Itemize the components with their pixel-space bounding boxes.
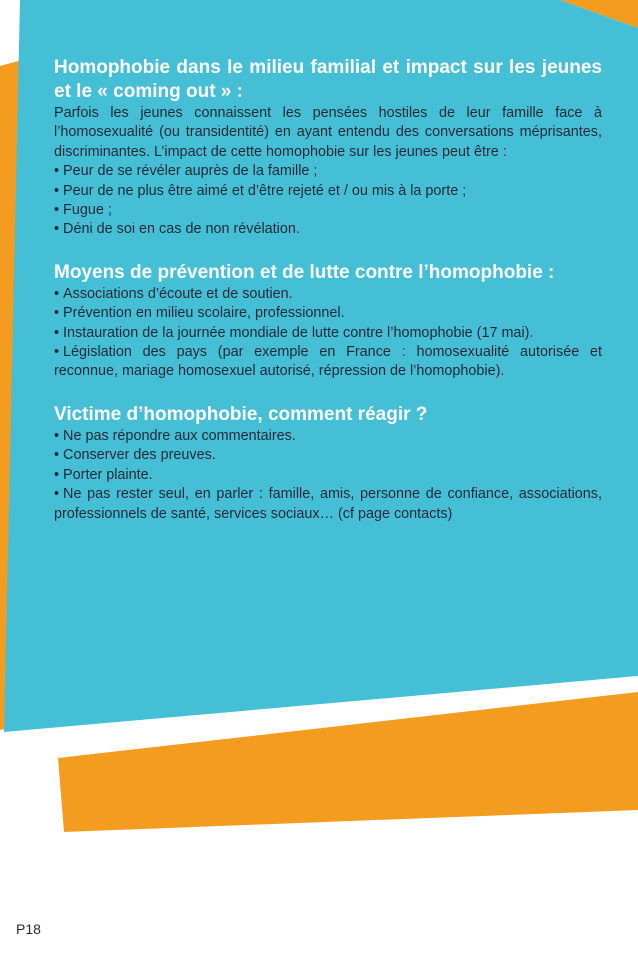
list-item	[54, 446, 602, 465]
list-item-text: Peur de se révéler auprès de la famille ;	[63, 163, 318, 180]
list-item-text: Porter plainte.	[63, 466, 153, 483]
bullet-icon: •	[54, 305, 60, 322]
list-item-text: Conserver des preuves.	[63, 447, 216, 464]
list-item-text: Déni de soi en cas de non révélation.	[63, 221, 300, 238]
bullet-icon: •	[54, 344, 60, 361]
list-item	[54, 220, 602, 239]
bullet-list	[54, 427, 602, 524]
list-item	[54, 285, 602, 304]
list-item	[54, 343, 602, 382]
list-item-text: Fugue ;	[63, 202, 112, 219]
list-item-text: Ne pas rester seul, en parler : famille, amis, personne de confiance, associations, professionnels de santé, services sociaux… (cf page contacts)	[54, 486, 602, 522]
section-prevention	[54, 261, 602, 382]
list-item-text: Prévention en milieu scolaire, professionnel.	[63, 305, 345, 322]
list-item	[54, 427, 602, 446]
bullet-icon: •	[54, 285, 60, 302]
list-item	[54, 182, 602, 201]
list-item-text: Instauration de la journée mondiale de lutte contre l’homophobie (17 mai).	[63, 324, 534, 341]
bullet-list	[54, 162, 602, 240]
section-spacer	[54, 240, 602, 261]
list-item-text: Peur de ne plus être aimé et d’être rejeté et / ou mis à la porte ;	[63, 182, 467, 199]
list-item	[54, 324, 602, 343]
bullet-icon: •	[54, 182, 60, 199]
section-family-homophobia	[54, 56, 602, 240]
list-item	[54, 162, 602, 181]
list-item	[54, 304, 602, 323]
section-title: Homophobie dans le milieu familial et impact sur les jeunes et le « coming out » :	[54, 57, 602, 102]
bullet-icon: •	[54, 202, 60, 219]
list-item-text: Associations d’écoute et de soutien.	[63, 285, 293, 302]
bullet-icon: •	[54, 486, 60, 503]
bullet-icon: •	[54, 163, 60, 180]
list-item-text: Ne pas répondre aux commentaires.	[63, 427, 296, 444]
section-title: Moyens de prévention et de lutte contre l’homophobie :	[54, 261, 555, 283]
page-number: P18	[16, 921, 41, 937]
bullet-icon: •	[54, 466, 60, 483]
bullet-icon: •	[54, 324, 60, 341]
list-item-text: Législation des pays (par exemple en France : homosexualité autorisée et reconnue, mariage homosexuel autorisé, répression de l’homophobie).	[54, 344, 602, 380]
list-item	[54, 485, 602, 524]
section-intro: Parfois les jeunes connaissent les pensées hostiles de leur famille face à l’homosexualité (ou transidentité) en ayant entendu des conversations méprisantes, discriminantes. L’impact de cette homophobie sur les jeunes peut être :	[54, 105, 602, 160]
section-spacer	[54, 382, 602, 403]
bullet-icon: •	[54, 427, 60, 444]
bullet-icon: •	[54, 221, 60, 238]
section-victim-response	[54, 403, 602, 524]
content-column	[54, 56, 602, 524]
list-item	[54, 201, 602, 220]
bullet-list	[54, 285, 602, 382]
section-title: Victime d’homophobie, comment réagir ?	[54, 403, 428, 425]
list-item	[54, 466, 602, 485]
bullet-icon: •	[54, 447, 60, 464]
